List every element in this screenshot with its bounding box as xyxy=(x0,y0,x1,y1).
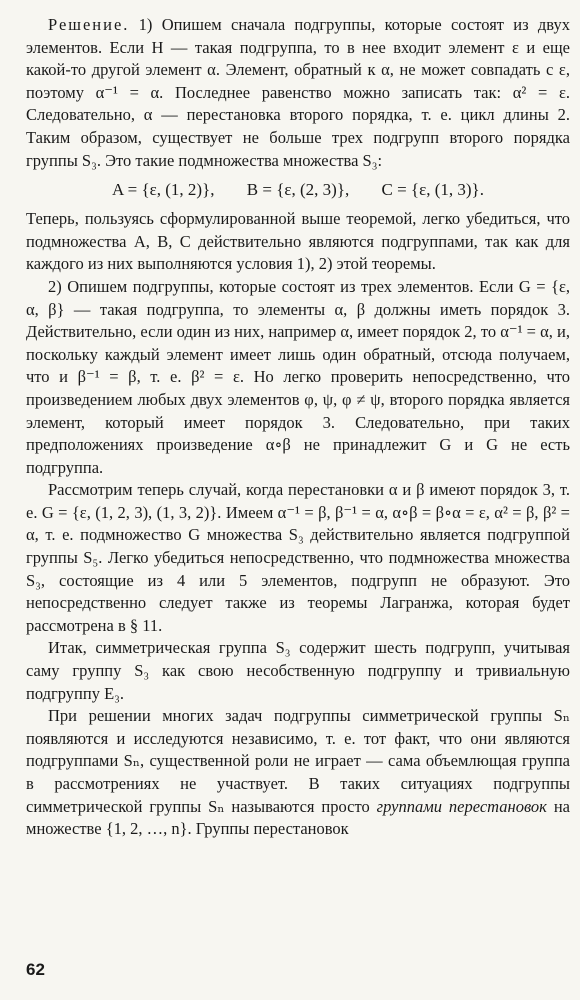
paragraph-summary: Итак, симметрическая группа S₃ содержит шесть подгрупп, учитывая саму группу S₃ как свою несобственную подгруппу и тривиальную подгруппу E₃. xyxy=(26,638,570,703)
page-number: 62 xyxy=(26,960,45,979)
formula-subgroup-b: B = {ε, (2, 3)}, xyxy=(246,180,350,200)
paragraph-text: При решении многих задач подгруппы симметрической группы Sₙ появляются и исследуются независимо, т. е. тот факт, что они являются подгруппами Sₙ, существенной роли не играет — сама объемлющая группа в рассмотрениях не участвует. В таких ситуациях подгруппы симметрической группы Sₙ называются просто xyxy=(26,706,570,816)
paragraph-theorem-check: Теперь, пользуясь сформулированной выше теоремой, легко убедиться, что подмножества A, B, C действительно являются подгруппами, так как для каждого из них выполняются условия 1), 2) этой теоремы. xyxy=(26,209,570,274)
paragraph-order-three-case: Рассмотрим теперь случай, когда перестановки α и β имеют порядок 3, т. е. G = {ε, (1, 2, 3), (1, 3, 2)}. Имеем α⁻¹ = β, β⁻¹ = α, α∘β = β∘α = ε, α² = β, β² = α, т. е. подмножество G множества S₃ действительно является подгруппой группы S₅. Легко убедиться непосредственно, что подмножества множества S₃, состоящие из 4 или 5 элементов, подгрупп не образуют. Это непосредственно следует также из теоремы Лагранжа, которая будет рассмотрена в § 11. xyxy=(26,480,570,635)
paragraph-permutation-groups xyxy=(26,705,570,841)
subgroup-formula xyxy=(26,178,570,202)
italic-term: группами перестановок xyxy=(376,796,547,816)
paragraph-text-tail: на множестве {1, 2, …, n}. Группы перестановок xyxy=(26,796,570,839)
formula-subgroup-c: C = {ε, (1, 3)}. xyxy=(381,180,484,200)
paragraph-text: 1) Опишем сначала подгруппы, которые состоят из двух элементов. Если H — такая подгруппа, то в нее входит элемент ε и еще какой-то другой элемент α. Элемент, обратный к α, не может совпадать с ε, поэтому α⁻¹ = α. Последнее равенство можно записать так: α² = ε. Следовательно, α — перестановка второго порядка, т. е. цикл длины 2. Таким образом, существует не больше трех подгрупп второго порядка группы S₃. Это такие подмножества множества S₃: xyxy=(26,15,570,170)
solution-heading: Решение. xyxy=(48,15,130,34)
formula-subgroup-a: A = {ε, (1, 2)}, xyxy=(112,180,215,200)
paragraph-three-element-subgroups: 2) Опишем подгруппы, которые состоят из трех элементов. Если G = {ε, α, β} — такая подгруппа, то элементы α, β должны иметь порядок 3. Действительно, если один из них, например α, имеет порядок 2, то α⁻¹ = α, и, поскольку каждый элемент имеет лишь один обратный, отсюда получаем, что и β⁻¹ = β, т. е. β² = ε. Но легко проверить непосредственно, что произведением любых двух элементов φ, ψ, φ ≠ ψ, второго порядка является элемент, который имеет порядок 3. Следовательно, при таких предположениях произведение α∘β не принадлежит G и G не есть подгруппа. xyxy=(26,276,570,477)
paragraph-solution-intro xyxy=(26,14,570,172)
